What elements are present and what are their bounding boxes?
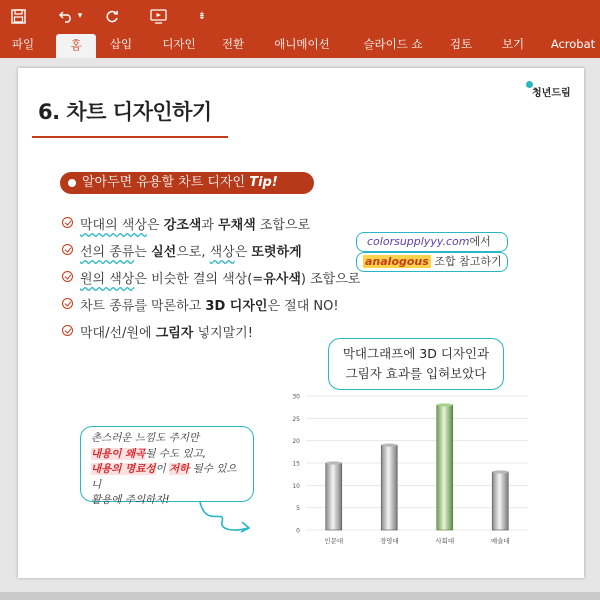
tab-view[interactable]: 보기 <box>501 37 525 51</box>
bullet-text-part: 유사색 <box>263 272 301 287</box>
bar-인문대 <box>326 463 342 530</box>
tab-review[interactable]: 검토 <box>449 37 473 51</box>
bullet-text-part: 과 <box>201 218 219 233</box>
bullet-text-part: 그림자 <box>155 326 194 341</box>
callout-box <box>328 338 504 390</box>
y-tick-label: 10 <box>292 482 300 490</box>
pill-dot <box>68 179 76 187</box>
y-tick-label: 0 <box>296 527 300 535</box>
note-analogous-suffix: 조합 참고하기 <box>430 255 502 268</box>
customize-toolbar-icon[interactable]: ⇟ <box>197 10 207 22</box>
bullet-item <box>80 214 310 233</box>
tab-insert[interactable]: 삽입 <box>109 37 133 51</box>
title-underline <box>32 136 228 138</box>
x-tick-label: 예술대 <box>490 537 510 545</box>
slide-canvas[interactable] <box>18 68 584 578</box>
check-circle-icon <box>62 298 73 309</box>
speech-bubble <box>80 426 254 506</box>
note-analogous-highlight: analogous <box>365 255 429 268</box>
bullet-text-part: 색상 <box>209 245 235 260</box>
note-colorsupply <box>356 232 508 252</box>
bullet-text-part: 무채색 <box>218 218 256 233</box>
note-analogous <box>356 252 508 272</box>
undo-dropdown-icon[interactable]: ▾ <box>77 11 83 21</box>
tab-transitions[interactable]: 전환 <box>221 37 245 51</box>
callout-line-1: 막대그래프에 3D 디자인과 <box>342 346 490 361</box>
y-tick-label: 30 <box>292 393 300 401</box>
speech-line-3 <box>91 462 243 493</box>
bullet-text-part: 실선 <box>151 245 177 260</box>
tab-home[interactable]: 홈 <box>56 34 96 58</box>
section-pill-emphasis: Tip! <box>249 175 278 190</box>
tab-file[interactable]: 파일 <box>11 37 35 51</box>
bar-경영대 <box>381 445 397 530</box>
bullet-item <box>80 268 360 287</box>
check-circle-icon <box>62 271 73 282</box>
bullet-text-part: 넣지말기! <box>193 326 253 341</box>
logo: 청년드림 <box>532 88 571 99</box>
bullet-text-part: 또렷하게 <box>251 245 302 260</box>
bar-chart <box>280 390 532 554</box>
bullet-text-part: 은 <box>234 245 252 260</box>
save-icon[interactable] <box>6 4 30 28</box>
x-tick-label: 경영대 <box>379 537 399 545</box>
x-tick-label: 인문대 <box>324 537 344 545</box>
callout-line-2: 그림자 효과를 입혀보았다 <box>345 366 487 381</box>
speech-highlight-clarity: 내용의 명료성 <box>91 463 156 475</box>
bullet-text-part: 은 절대 NO! <box>267 299 339 314</box>
bullet-text-part: 강조색 <box>163 218 202 233</box>
bar-예술대 <box>492 472 508 530</box>
bullet-item <box>80 241 302 260</box>
y-tick-label: 25 <box>292 415 300 423</box>
bar-사회대 <box>437 405 453 530</box>
speech-highlight-distortion: 내용이 왜곡 <box>91 447 146 460</box>
tab-animations[interactable]: 애니메이션 <box>274 37 330 51</box>
ribbon-tabs <box>0 32 600 58</box>
present-from-start-icon[interactable] <box>146 4 170 28</box>
bullet-item <box>80 295 339 314</box>
bar-cap <box>492 470 508 473</box>
status-strip <box>0 592 600 600</box>
x-tick-label: 사회대 <box>435 537 455 545</box>
bullet-text-part: 원의 색상 <box>80 272 135 287</box>
check-circle-icon <box>62 244 73 255</box>
y-tick-label: 5 <box>296 505 300 513</box>
speech-line-3-mid: 이 <box>155 463 169 475</box>
section-pill-text: 알아두면 유용할 차트 디자인 <box>82 175 250 190</box>
bullet-item <box>80 322 253 341</box>
section-pill <box>60 172 314 194</box>
bullet-text-part: 막대/선/원에 <box>80 326 156 341</box>
speech-line-1: 촌스러운 느낌도 주지만 <box>91 432 200 444</box>
bullet-text-part: 은 <box>146 218 164 233</box>
redo-icon[interactable] <box>100 4 124 28</box>
speech-line-4: 활용에 주의하자! <box>91 494 170 506</box>
speech-highlight-decline: 저하 <box>169 463 190 475</box>
check-circle-icon <box>62 325 73 336</box>
bullet-text-part: 조합으로 <box>255 218 311 233</box>
speech-line-2 <box>91 447 243 463</box>
y-tick-label: 20 <box>292 438 300 446</box>
check-circle-icon <box>62 217 73 228</box>
bullet-text-part: 은 비슷한 결의 색상(= <box>134 272 264 287</box>
curly-arrow-icon <box>196 498 256 538</box>
bullet-text-part: 3D 디자인 <box>205 299 268 314</box>
tab-slideshow[interactable]: 슬라이드 쇼 <box>363 37 423 51</box>
tab-acrobat[interactable]: Acrobat <box>550 37 596 51</box>
title-bar <box>0 0 600 32</box>
bar-cap <box>326 461 342 464</box>
speech-line-2-rest: 될 수도 있고, <box>145 447 207 460</box>
bullet-text-part: 선의 종류 <box>80 245 135 260</box>
y-tick-label: 15 <box>292 460 300 468</box>
note-url-link[interactable]: colorsupplyyy.com <box>367 235 470 248</box>
bullet-text-part: 막대의 색상 <box>80 218 147 233</box>
bullet-text-part: 차트 종류를 막론하고 <box>80 299 206 314</box>
slide-title: 6. 차트 디자인하기 <box>38 100 212 124</box>
bar-cap <box>437 403 453 406</box>
tab-design[interactable]: 디자인 <box>162 37 196 51</box>
bullet-text-part: ) 조합으로 <box>300 272 361 287</box>
speech-line-3-rest: 될수 있으니 <box>91 463 237 491</box>
bar-cap <box>381 444 397 447</box>
bullet-text-part: 는 <box>134 245 152 260</box>
bullet-text-part: 으로, <box>176 245 210 260</box>
note-url-suffix: 에서 <box>469 235 491 248</box>
